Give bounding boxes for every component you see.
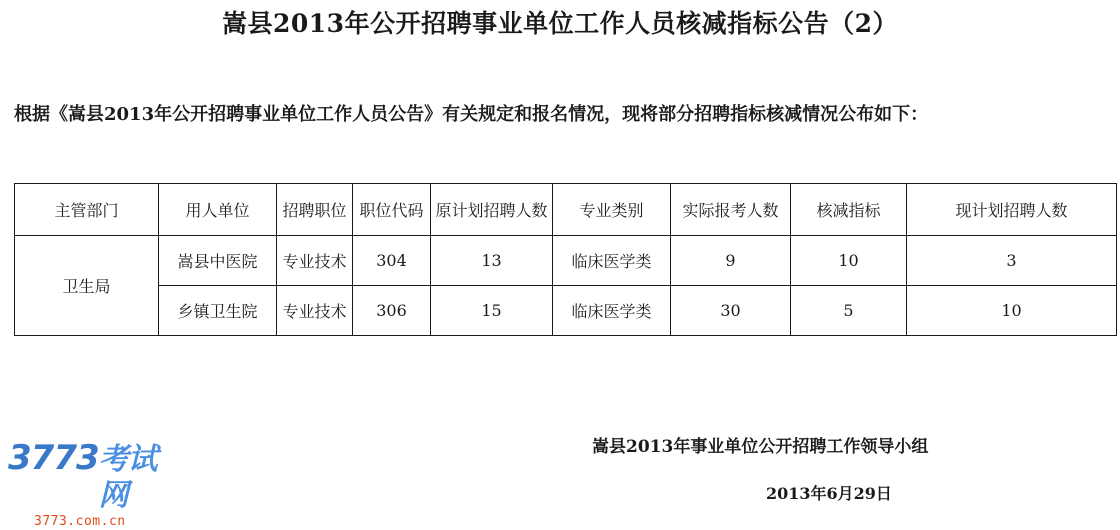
header-applicants: 实际报考人数 xyxy=(671,184,791,236)
original-plan-cell: 15 xyxy=(431,286,553,336)
watermark-logo xyxy=(8,440,178,514)
header-major: 专业类别 xyxy=(553,184,671,236)
table-row xyxy=(15,286,1117,336)
code-cell: 306 xyxy=(353,286,431,336)
site-watermark xyxy=(8,438,178,529)
header-reduction: 核减指标 xyxy=(791,184,907,236)
original-plan-cell: 13 xyxy=(431,236,553,286)
code-cell: 304 xyxy=(353,236,431,286)
header-original-plan: 原计划招聘人数 xyxy=(431,184,553,236)
unit-cell: 嵩县中医院 xyxy=(159,236,277,286)
issue-date: 2013年6月29日 xyxy=(766,484,892,503)
watermark-url: 3773.com.cn xyxy=(34,514,126,529)
reduction-cell: 5 xyxy=(791,286,907,336)
header-code: 职位代码 xyxy=(353,184,431,236)
unit-cell: 乡镇卫生院 xyxy=(159,286,277,336)
header-position: 招聘职位 xyxy=(277,184,353,236)
applicants-cell: 9 xyxy=(671,236,791,286)
quota-table xyxy=(14,183,1117,336)
table-row xyxy=(15,236,1117,286)
position-cell: 专业技术 xyxy=(277,286,353,336)
applicants-cell: 30 xyxy=(671,286,791,336)
document-title: 嵩县2013年公开招聘事业单位工作人员核减指标公告（2） xyxy=(222,9,898,38)
department-cell: 卫生局 xyxy=(15,236,159,336)
current-plan-cell: 3 xyxy=(907,236,1117,286)
major-cell: 临床医学类 xyxy=(553,286,671,336)
major-cell: 临床医学类 xyxy=(553,236,671,286)
watermark-logo-text: 考试网 xyxy=(98,442,157,513)
header-current-plan: 现计划招聘人数 xyxy=(907,184,1117,236)
table-header-row xyxy=(15,184,1117,236)
header-department: 主管部门 xyxy=(15,184,159,236)
issuer-signature: 嵩县2013年事业单位公开招聘工作领导小组 xyxy=(592,437,929,457)
reduction-cell: 10 xyxy=(791,236,907,286)
position-cell: 专业技术 xyxy=(277,236,353,286)
intro-paragraph: 根据《嵩县2013年公开招聘事业单位工作人员公告》有关规定和报名情况，现将部分招聘指标核减情况公布如下： xyxy=(14,104,929,125)
current-plan-cell: 10 xyxy=(907,286,1117,336)
header-unit: 用人单位 xyxy=(159,184,277,236)
watermark-logo-number: 3773 xyxy=(8,438,99,478)
